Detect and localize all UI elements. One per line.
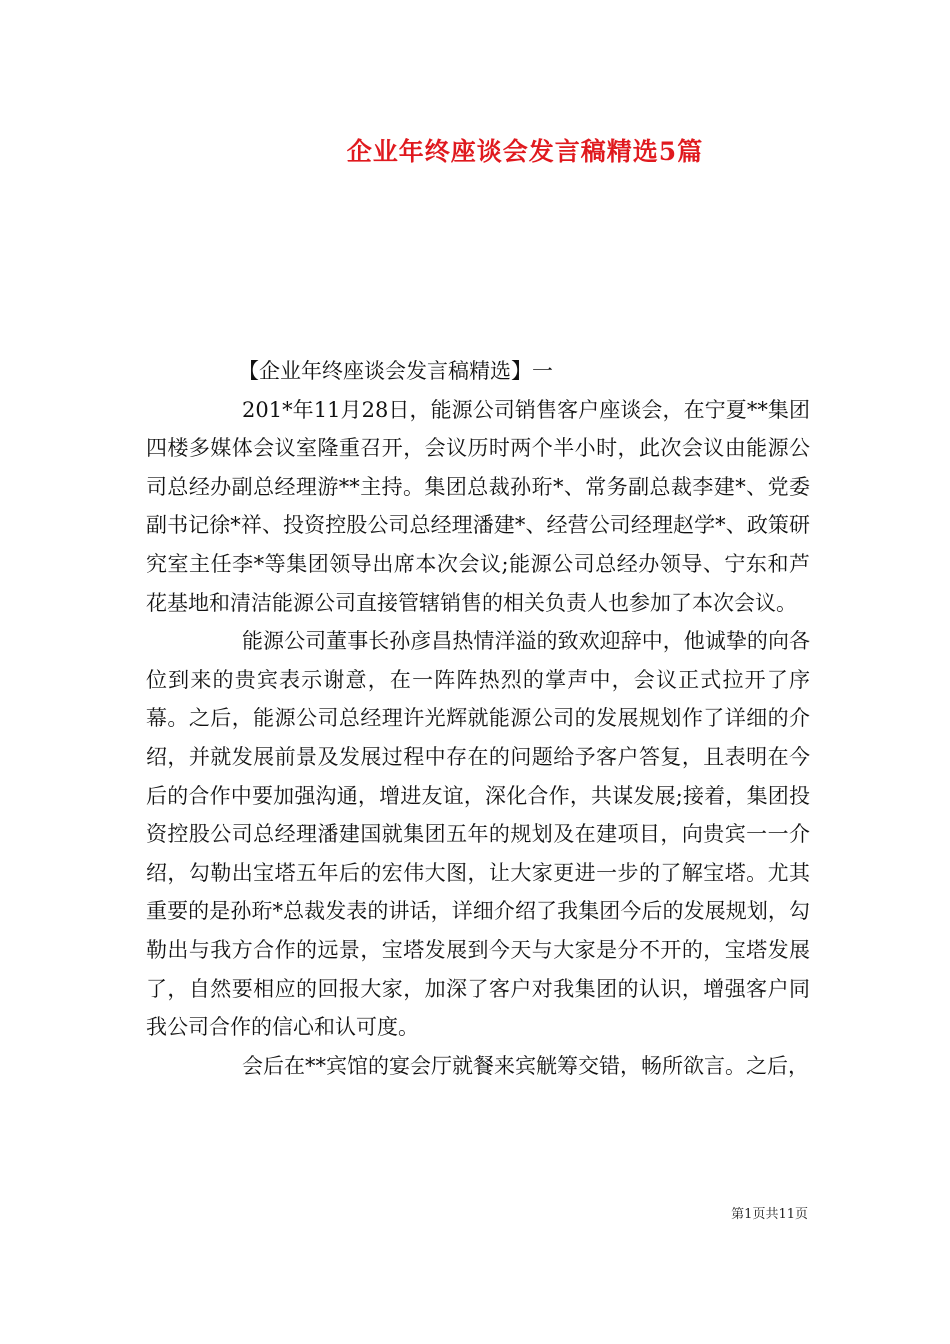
paragraph-3: 会后在**宾馆的宴会厅就餐来宾觥筹交错，畅所欲言。之后，: [242, 1053, 809, 1078]
document-body: [146, 352, 810, 1085]
paragraph-1: 201*年11月28日，能源公司销售客户座谈会，在宁夏**集团四楼多媒体会议室隆重召开，会议历时两个半小时，此次会议由能源公司总经办副总经理游**主持。集团总裁孙珩*、常务副总裁李建*、党委副书记徐*祥、投资控股公司总经理潘建*、经营公司经理赵学*、政策研究室主任李*等集团领导出席本次会议;能源公司总经办领导、宁东和芦花基地和清洁能源公司直接管辖销售的相关负责人也参加了本次会议。: [146, 397, 810, 615]
section-heading: 【企业年终座谈会发言稿精选】一: [238, 359, 553, 383]
page-footer: 第1页共11页: [731, 1207, 808, 1222]
document-title: 企业年终座谈会发言稿精选5篇: [346, 137, 704, 166]
paragraph-2: 能源公司董事长孙彦昌热情洋溢的致欢迎辞中，他诚挚的向各位到来的贵宾表示谢意，在一阵阵热烈的掌声中，会议正式拉开了序幕。之后，能源公司总经理许光辉就能源公司的发展规划作了详细的介绍，并就发展前景及发展过程中存在的问题给予客户答复，且表明在今后的合作中要加强沟通，增进友谊，深化合作，共谋发展;接着，集团投资控股公司总经理潘建国就集团五年的规划及在建项目，向贵宾一一介绍，勾勒出宝塔五年后的宏伟大图，让大家更进一步的了解宝塔。尤其重要的是孙珩*总裁发表的讲话，详细介绍了我集团今后的发展规划，勾勒出与我方合作的远景，宝塔发展到今天与大家是分不开的，宝塔发展了，自然要相应的回报大家，加深了客户对我集团的认识，增强客户同我公司合作的信心和认可度。: [146, 629, 810, 1040]
